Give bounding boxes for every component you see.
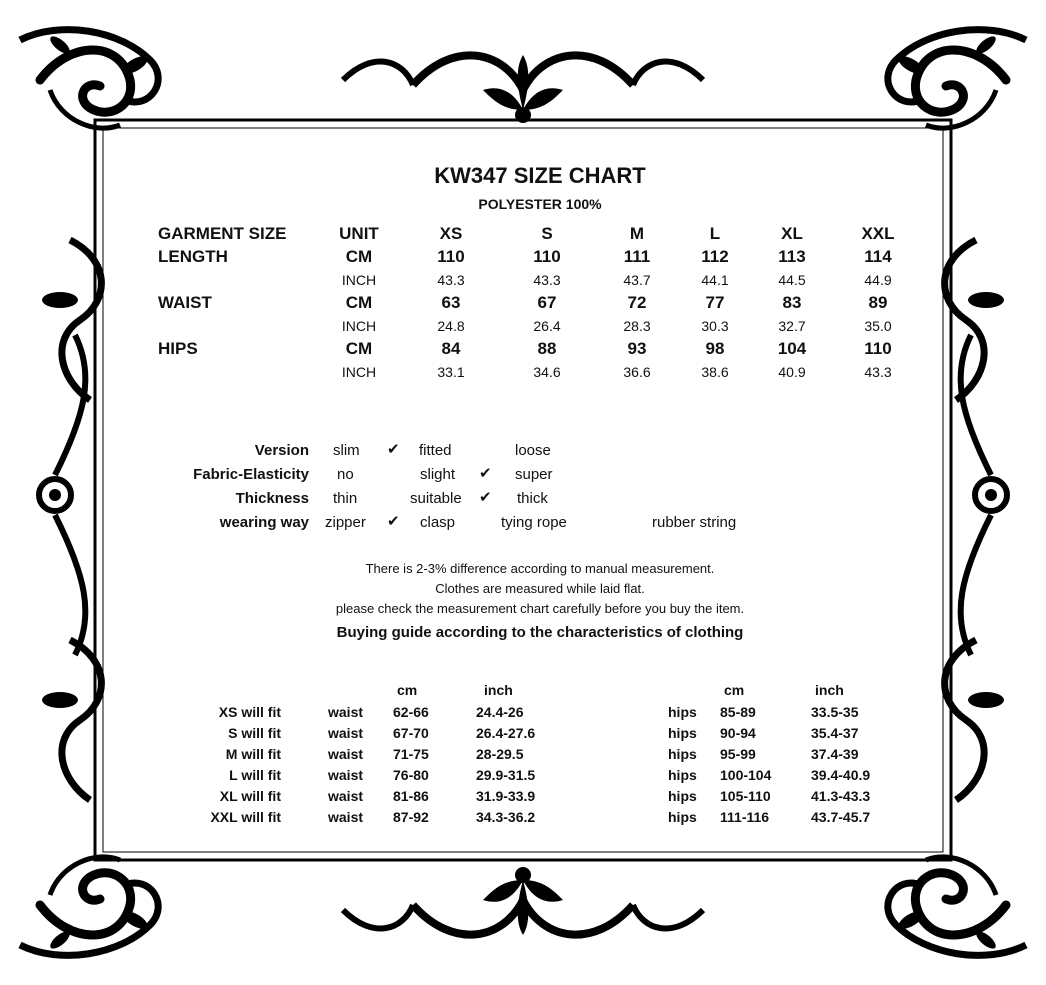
guide-row-label: M will fit	[225, 746, 281, 762]
guide-waist-cm: 76-80	[393, 767, 429, 783]
size-header-xxl: XXL	[861, 224, 895, 243]
option-super: super	[515, 466, 553, 483]
unit-cm: CM	[345, 339, 373, 358]
attr-label-thickness: Thickness	[235, 490, 309, 507]
value-cell: 24.8	[437, 318, 465, 334]
option-thick: thick	[517, 490, 548, 507]
guide-hips-label: hips	[668, 767, 697, 783]
value-cell: 113	[778, 247, 806, 266]
size-header-m: M	[629, 224, 645, 243]
value-cell: 84	[441, 339, 461, 358]
value-cell: 110	[437, 247, 465, 266]
value-cell: 114	[864, 247, 892, 266]
guide-waist-inch: 26.4-27.6	[476, 725, 536, 741]
value-cell: 112	[701, 247, 729, 266]
guide-waist-label: waist	[328, 788, 364, 804]
row-label-hips: HIPS	[158, 339, 198, 358]
value-cell: 26.4	[533, 318, 561, 334]
option-clasp: clasp	[420, 514, 456, 531]
value-cell: 38.6	[701, 364, 729, 380]
option-suitable: suitable	[410, 490, 462, 507]
hips-cm-header: cm	[724, 682, 745, 698]
value-cell: 36.6	[623, 364, 651, 380]
value-cell: 34.6	[533, 364, 561, 380]
unit-cm: CM	[345, 293, 373, 312]
value-cell: 110	[864, 339, 892, 358]
guide-hips-inch: 41.3-43.3	[811, 788, 871, 804]
material-subtitle: POLYESTER 100%	[478, 196, 602, 212]
guide-hips-cm: 85-89	[720, 704, 756, 720]
guide-waist-inch: 29.9-31.5	[476, 767, 536, 783]
guide-waist-label: waist	[328, 704, 364, 720]
size-header-xs: XS	[439, 224, 463, 243]
guide-hips-cm: 90-94	[720, 725, 756, 741]
guide-hips-inch: 43.7-45.7	[811, 809, 871, 825]
option-loose: loose	[515, 442, 551, 459]
guide-waist-cm: 87-92	[393, 809, 429, 825]
guide-waist-inch: 34.3-36.2	[476, 809, 536, 825]
guide-waist-label: waist	[328, 746, 364, 762]
guide-hips-inch: 35.4-37	[811, 725, 859, 741]
unit-header: UNIT	[339, 224, 379, 243]
unit-inch: INCH	[341, 272, 377, 288]
size-header-xl: XL	[781, 224, 803, 243]
note-check-chart: please check the measurement chart carefully before you buy the item.	[335, 601, 745, 616]
row-label-waist: WAIST	[158, 293, 212, 312]
value-cell: 72	[627, 293, 647, 312]
note-laid-flat: Clothes are measured while laid flat.	[435, 581, 645, 596]
value-cell: 98	[705, 339, 725, 358]
option-slight: slight	[420, 466, 456, 483]
value-cell: 77	[705, 293, 725, 312]
value-cell: 44.9	[864, 272, 892, 288]
option-no: no	[337, 466, 354, 483]
value-cell: 89	[868, 293, 888, 312]
option-zipper: zipper	[325, 514, 366, 531]
guide-row-label: XXL will fit	[210, 809, 281, 825]
value-cell: 83	[782, 293, 802, 312]
unit-inch: INCH	[341, 318, 377, 334]
value-cell: 67	[537, 293, 557, 312]
value-cell: 93	[627, 339, 647, 358]
unit-inch: INCH	[341, 364, 377, 380]
value-cell: 43.7	[623, 272, 651, 288]
value-cell: 44.5	[778, 272, 806, 288]
checkmark-icon: ✔	[387, 513, 400, 530]
note-measurement-difference: There is 2-3% difference according to manual measurement.	[365, 561, 715, 576]
buying-guide-title: Buying guide according to the characteristics of clothing	[336, 624, 744, 641]
guide-waist-inch: 24.4-26	[476, 704, 524, 720]
value-cell: 28.3	[623, 318, 651, 334]
value-cell: 44.1	[701, 272, 729, 288]
value-cell: 110	[533, 247, 561, 266]
guide-hips-label: hips	[668, 704, 697, 720]
size-header-s: S	[541, 224, 553, 243]
hips-inch-header: inch	[815, 682, 844, 698]
option-tying-rope: tying rope	[501, 514, 567, 531]
value-cell: 43.3	[533, 272, 561, 288]
guide-hips-inch: 39.4-40.9	[811, 767, 871, 783]
attr-label-wearing-way: wearing way	[219, 514, 309, 531]
value-cell: 43.3	[864, 364, 892, 380]
waist-inch-header: inch	[484, 682, 513, 698]
option-thin: thin	[333, 490, 358, 507]
value-cell: 30.3	[701, 318, 729, 334]
guide-waist-cm: 81-86	[393, 788, 429, 804]
guide-hips-label: hips	[668, 788, 697, 804]
checkmark-icon: ✔	[479, 489, 492, 506]
option-rubber-string: rubber string	[652, 514, 737, 531]
guide-row-label: L will fit	[229, 767, 281, 783]
value-cell: 88	[537, 339, 557, 358]
guide-hips-cm: 100-104	[720, 767, 772, 783]
checkmark-icon: ✔	[479, 465, 492, 482]
option-slim: slim	[333, 442, 360, 459]
waist-cm-header: cm	[397, 682, 418, 698]
value-cell: 32.7	[778, 318, 806, 334]
guide-row-label: XS will fit	[218, 704, 281, 720]
guide-waist-cm: 67-70	[393, 725, 429, 741]
guide-waist-label: waist	[328, 767, 364, 783]
value-cell: 35.0	[864, 318, 892, 334]
attr-label-fabric-elasticity: Fabric-Elasticity	[193, 466, 309, 483]
page-title: KW347 SIZE CHART	[434, 163, 646, 188]
guide-waist-label: waist	[328, 809, 364, 825]
value-cell: 111	[623, 247, 651, 266]
guide-hips-label: hips	[668, 809, 697, 825]
guide-hips-inch: 33.5-35	[811, 704, 859, 720]
guide-hips-label: hips	[668, 746, 697, 762]
guide-hips-cm: 111-116	[720, 809, 770, 825]
guide-waist-cm: 62-66	[393, 704, 429, 720]
value-cell: 33.1	[437, 364, 465, 380]
guide-waist-inch: 28-29.5	[476, 746, 524, 762]
value-cell: 63	[441, 293, 461, 312]
guide-waist-label: waist	[328, 725, 364, 741]
guide-row-label: S will fit	[228, 725, 281, 741]
attr-label-version: Version	[254, 442, 309, 459]
guide-hips-label: hips	[668, 725, 697, 741]
guide-waist-inch: 31.9-33.9	[476, 788, 536, 804]
size-header-l: L	[709, 224, 721, 243]
garment-size-header: GARMENT SIZE	[158, 224, 287, 243]
guide-row-label: XL will fit	[219, 788, 281, 804]
guide-waist-cm: 71-75	[393, 746, 429, 762]
value-cell: 40.9	[778, 364, 806, 380]
guide-hips-cm: 105-110	[720, 788, 771, 804]
checkmark-icon: ✔	[387, 441, 400, 458]
option-fitted: fitted	[419, 442, 452, 459]
row-label-length: LENGTH	[158, 247, 228, 266]
guide-hips-cm: 95-99	[720, 746, 756, 762]
guide-hips-inch: 37.4-39	[811, 746, 859, 762]
unit-cm: CM	[345, 247, 373, 266]
value-cell: 43.3	[437, 272, 465, 288]
value-cell: 104	[777, 339, 807, 358]
